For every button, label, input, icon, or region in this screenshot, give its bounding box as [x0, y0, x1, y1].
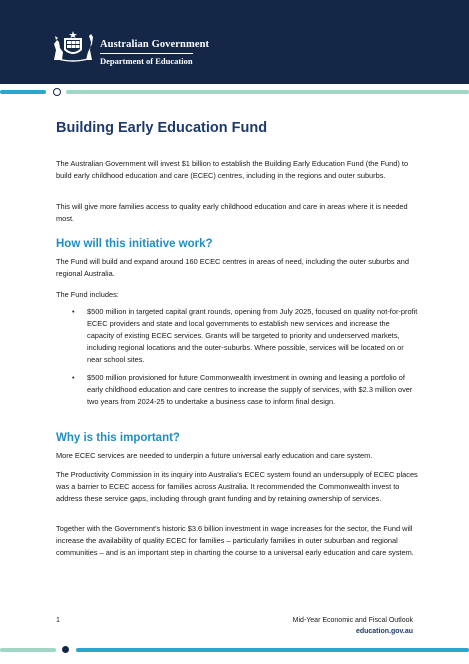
section1-paragraph-2: The Fund includes: — [56, 290, 119, 299]
header-rule — [100, 53, 193, 54]
top-strip-dot — [53, 88, 61, 96]
list-item-text: $500 million provisioned for future Commonwealth investment in owning and leasing a portfolio of early childhood education and care centres to increase the supply of services, with $2.3 million over two years from 2024-25 to undertake a business case to inform final design. — [87, 373, 413, 406]
bullet-mark: • — [72, 307, 75, 316]
coat-of-arms-icon — [50, 30, 96, 62]
intro-paragraph-1: The Australian Government will invest $1 billion to establish the Building Early Education Fund (the Fund) to build early childhood education and care (ECEC) centres, including in the regions and outer suburbs. — [56, 159, 409, 180]
bottom-strip-left — [0, 648, 56, 652]
section2-paragraph-3: Together with the Government’s historic $3.6 billion investment in wage increases for the sector, the Fund will increase the availability of quality ECEC for families – particularly families in outer suburban and regional communities – and is an important step in charting the course to a universal early education and care system. — [56, 524, 414, 557]
footer-website: education.gov.au — [355, 628, 413, 635]
page-title: Building Early Education Fund — [56, 120, 268, 136]
section-heading-how: How will this initiative work? — [56, 238, 213, 250]
header-banner — [0, 0, 469, 84]
section1-paragraph-1: The Fund will build and expand around 160 ECEC centres in areas of need, including the outer suburbs and regional Australia. — [56, 257, 409, 278]
list-item-text: $500 million in targeted capital grant rounds, opening from July 2025, focused on quality not-for-profit ECEC providers and state and local governments to establish new services and increase the capacity of existing ECEC services. Grants will be targeted to priority and underserved markets, including regional locations and the outer-suburbs. Where possible, services will be located on or near school sites. — [87, 307, 418, 364]
list-item — [56, 372, 418, 408]
page-number: 1 — [56, 617, 60, 624]
top-strip-right — [66, 90, 469, 94]
bottom-strip-right — [76, 648, 469, 652]
department-name: Department of Education — [100, 56, 193, 66]
government-name: Australian Government — [100, 39, 210, 50]
top-strip-left — [0, 90, 46, 94]
list-item — [56, 306, 418, 366]
bullet-mark: • — [72, 373, 75, 382]
section2-paragraph-2: The Productivity Commission in its inquiry into Australia’s ECEC system found an undersupply of ECEC places was a barrier to ECEC access for families across Australia. It recommended the Commonwealth invest to address these service gaps, including through grant funding and by retaining ownership of services. — [56, 470, 418, 503]
bottom-strip-dot — [62, 646, 69, 653]
intro-paragraph-2: This will give more families access to quality early childhood education and care in areas where it is needed most. — [56, 202, 408, 223]
section2-paragraph-1: More ECEC services are needed to underpin a future universal early education and care system. — [56, 451, 373, 460]
section-heading-why: Why is this important? — [56, 432, 180, 444]
footer-publication: Mid-Year Economic and Fiscal Outlook — [292, 617, 413, 624]
